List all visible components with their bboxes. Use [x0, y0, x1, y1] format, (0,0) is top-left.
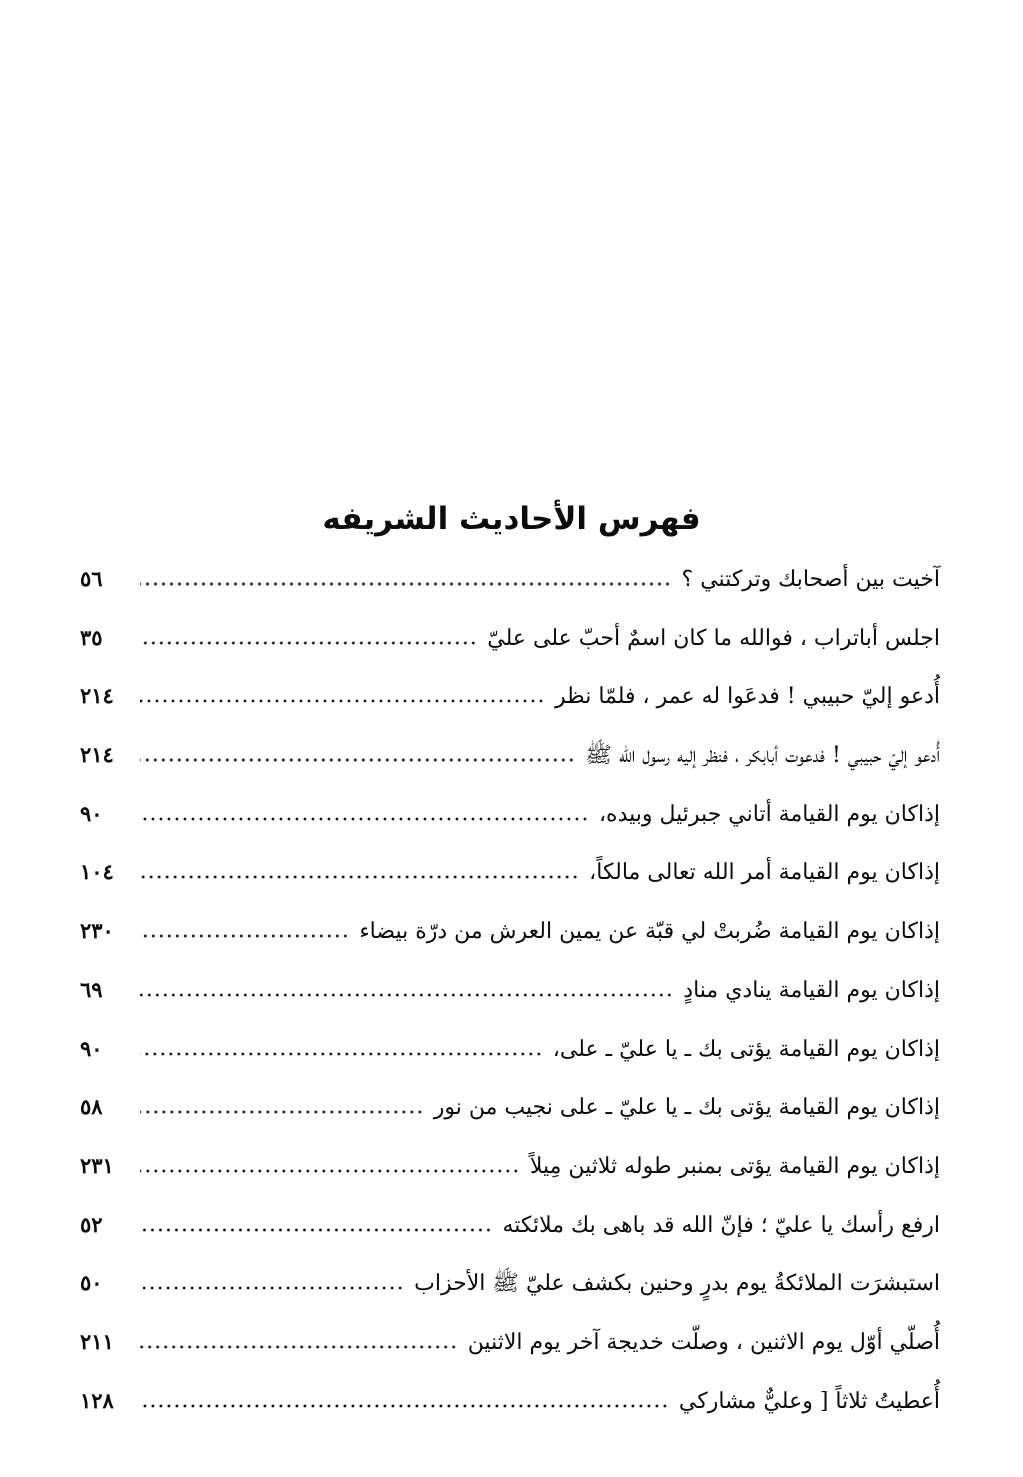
entry-text: استبشرَت الملائكةُ يوم بدرٍ وحنين بكشف عليّ ﷺ الأحزاب	[414, 1271, 940, 1297]
index-entry	[80, 1137, 940, 1196]
index-entry	[80, 961, 940, 1020]
entry-page-number: ٥٨	[80, 1094, 103, 1120]
dot-leader	[140, 1286, 404, 1290]
entry-text: آخيت بين أصحابك وتركتني ؟	[681, 567, 940, 592]
index-entry	[80, 726, 940, 785]
entry-text: اجلس أباتراب ، فوالله ما كان اسمٌ أحبّ على عليّ	[487, 625, 940, 651]
index-entry	[80, 1313, 940, 1372]
entry-text: إذاكان يوم القيامة أتاني جبرئيل وبيده،	[598, 801, 940, 827]
entry-page-number: ٢١٤	[80, 683, 114, 709]
entry-text: إذاكان يوم القيامة ضُربتْ لي قبّة عن يمين العرش من درّة بيضاء	[359, 919, 940, 945]
hadith-index-list	[80, 550, 940, 1430]
entry-page-number: ٦٩	[80, 976, 103, 1002]
entry-text: إذاكان يوم القيامة يؤتى بك ـ يا عليّ ـ على،	[552, 1036, 940, 1062]
index-title: فهرس الأحاديث الشريفه	[322, 501, 701, 537]
index-entry	[80, 843, 940, 902]
dot-leader	[140, 641, 477, 645]
entry-page-number: ٣٥	[80, 624, 103, 650]
entry-text: أُصلّي أوّل يوم الاثنين ، وصلّت خديجة آخر يوم الاثنين	[467, 1329, 940, 1355]
entry-text: أُدعو إليّ حبيبي ! فدعوت أبابكر ، فنظر إليه رسول الله ﷺ	[585, 743, 940, 769]
entry-page-number: ٢١٤	[80, 742, 114, 768]
dot-leader	[140, 1404, 669, 1408]
index-entry	[80, 1372, 940, 1431]
entry-page-number: ٥٢	[80, 1211, 103, 1237]
dot-leader	[140, 699, 545, 703]
entry-text: أُعطيتُ ثلاثاً [ وعليٌّ مشاركي	[678, 1388, 940, 1414]
entry-text: إذاكان يوم القيامة ينادي منادٍ	[683, 977, 940, 1003]
entry-page-number: ١٢٨	[80, 1387, 114, 1413]
index-entry	[80, 1196, 940, 1255]
index-entry	[80, 667, 940, 726]
index-entry	[80, 1254, 940, 1313]
entry-page-number: ٢١١	[80, 1328, 114, 1354]
index-entry	[80, 1020, 940, 1079]
entry-text: إذاكان يوم القيامة يؤتى بك ـ يا عليّ ـ على نجيب من نور	[433, 1095, 940, 1121]
entry-text: إذاكان يوم القيامة يؤتى بمنبر طوله ثلاثين مِيلاً	[529, 1153, 940, 1179]
entry-page-number: ١٠٤	[80, 859, 114, 885]
dot-leader	[140, 582, 672, 586]
dot-leader	[140, 817, 589, 821]
entry-text: أُدعو إليّ حبيبي ! فدعَوا له عمر ، فلمّا نظر	[555, 684, 940, 710]
dot-leader	[140, 1169, 520, 1173]
dot-leader	[140, 875, 579, 879]
index-entry	[80, 902, 940, 961]
entry-page-number: ٢٣١	[80, 1152, 114, 1178]
entry-page-number: ٩٠	[80, 800, 103, 826]
entry-text: ارفع رأسك يا عليّ ؛ فإنّ الله قد باهى بك ملائكته	[502, 1212, 940, 1238]
dot-leader	[140, 1345, 458, 1349]
dot-leader	[140, 1110, 424, 1114]
index-entry	[80, 609, 940, 668]
dot-leader	[140, 993, 673, 997]
entry-page-number: ٥٠	[80, 1270, 103, 1296]
dot-leader	[140, 934, 349, 938]
index-entry	[80, 550, 940, 609]
entry-text: إذاكان يوم القيامة أمر الله تعالى مالكاً،	[589, 860, 940, 886]
index-entry	[80, 785, 940, 844]
entry-page-number: ٩٠	[80, 1035, 103, 1061]
index-entry	[80, 1078, 940, 1137]
dot-leader	[140, 758, 575, 762]
dot-leader	[140, 1228, 492, 1232]
dot-leader	[140, 1052, 543, 1056]
entry-page-number: ٥٦	[80, 566, 103, 591]
entry-page-number: ٢٣٠	[80, 918, 114, 944]
